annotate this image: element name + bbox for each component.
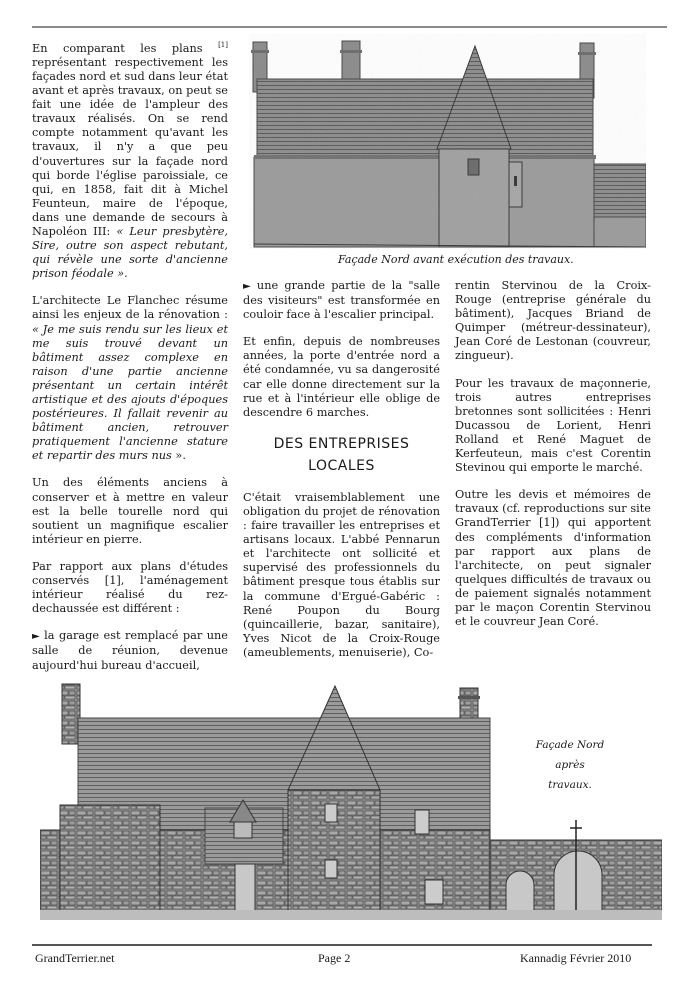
bullet-arrow-icon: ► bbox=[243, 281, 251, 292]
bullet-garage bbox=[32, 629, 228, 672]
bullet-arrow-icon: ► bbox=[32, 631, 40, 643]
caption-facade-before: Façade Nord avant exécution des travaux. bbox=[338, 253, 574, 266]
text: En comparant les plans bbox=[32, 41, 219, 55]
facade-before-drawing bbox=[249, 34, 646, 249]
paragraph-architect bbox=[32, 294, 228, 463]
header-rule bbox=[32, 26, 667, 28]
paragraph-stervinou: rentin Stervinou de la Croix-Rouge (entreprise générale du bâtiment), Jacques Briand de Quimper (métreur-dessinateur), Jean Coré de Lestonan (couvreur, zingueur). bbox=[455, 279, 651, 363]
quote-napoleon: « Leur presbytère, Sire, outre son aspect rebutant, qui révèle une sorte d'ancienne prison féodale ». bbox=[32, 224, 228, 281]
paragraph-maconnerie: Pour les travaux de maçonnerie, trois autres entreprises bretonnes sont sollicitées : Henri Ducassou de Lorient, Henri Rolland et René Maguet de Kerfeuteun, mais c'est Corentin Stevinou qui emporte le marché. bbox=[455, 376, 651, 475]
text: représentant respectivement les façades nord et sud dans leur état avant et après travaux, on peut se fait une idée de l'ampleur des travaux réalisés. On se rend compte notamment qu'avant les travaux, il n'y a que peu d'ouvertures sur la façade nord qui borde l'église paroissiale, ce qui, en 1858, fait dit à Michel Feunteun, maire de l'époque, dans une demande de secours à Napoléon III: bbox=[32, 55, 228, 238]
paragraph-entreprises: C'était vraisemblablement une obligation du projet de rénovation : faire travailler les entreprises et artisans locaux. L'abbé Pennarun et l'architecte ont sollicité et supervisé des professionnels du bâtiment presque tous établis sur la commune d'Ergué-Gabéric : René Poupon du Bourg (quincaillerie, bazar, sanitaire), Yves Nicot de la Croix-Rouge (ameublements, menuiserie), Co- bbox=[243, 490, 440, 659]
caption-facade-after bbox=[520, 735, 620, 795]
caption-line-2: travaux. bbox=[548, 779, 592, 791]
column-3 bbox=[455, 279, 651, 642]
section-heading bbox=[243, 433, 440, 477]
footer-issue: Kannadig Février 2010 bbox=[520, 951, 632, 965]
text: L'architecte Le Flanchec résume ainsi les enjeux de la rénovation : bbox=[32, 294, 228, 322]
paragraph-tourelle: Un des éléments anciens à conserver et à mettre en valeur est la belle tourelle nord qui soutient un magnifique escalier intérieur en pierre. bbox=[32, 476, 228, 546]
bullet-salle-visiteurs bbox=[243, 279, 440, 322]
column-1 bbox=[32, 38, 228, 686]
quote-architect: « Je me suis rendu sur les lieux et me suis trouvé devant un bâtiment assez complexe en raison d'une partie ancienne présentant un certain intérêt artistique et des ajouts d'époques postérieures. Il fallait revenir au bâtiment ancien, retrouver pratiquement l'ancienne stature et repartir des murs nus bbox=[32, 322, 228, 463]
text: une grande partie de la "salle des visiteurs" est transformée en couloir face à l'escalier principal. bbox=[243, 279, 440, 322]
figure-facade-before bbox=[249, 34, 646, 249]
text: la garage est remplacé par une salle de réunion, devenue aujourd'hui bureau d'accueil, bbox=[32, 629, 228, 672]
paragraph-plans bbox=[32, 38, 228, 281]
section-heading-line-1: DES ENTREPRISES bbox=[273, 435, 410, 452]
footer-site-link[interactable]: GrandTerrier.net bbox=[35, 951, 115, 965]
text: ». bbox=[171, 449, 186, 463]
paragraph-plans-etudes: Par rapport aux plans d'études conservés [1], l'aménagement intérieur réalisé du rez-dechaussée est différent : bbox=[32, 559, 228, 616]
facade-after-drawing bbox=[40, 670, 662, 920]
caption-line-1: Façade Nord après bbox=[535, 739, 605, 771]
paragraph-devis: Outre les devis et mémoires de travaux (cf. reproductions sur site GrandTerrier [1]) qui apportent des compléments d'information par rapport aux plans de l'architecte, on peut signaler quelques difficultés de travaux ou de paiement signalés notamment par le maçon Corentin Stervinou et le couvreur Jean Coré. bbox=[455, 488, 651, 629]
section-heading-line-2: LOCALES bbox=[308, 457, 375, 474]
footer-rule bbox=[32, 944, 652, 946]
paragraph-porte-nord: Et enfin, depuis de nombreuses années, la porte d'entrée nord a été condamnée, vu sa dangerosité car elle donne directement sur la rue et à l'intérieur elle oblige de descendre 6 marches. bbox=[243, 335, 440, 419]
column-2 bbox=[243, 279, 440, 673]
footnote-ref[interactable]: [1] bbox=[218, 41, 228, 49]
figure-facade-after bbox=[40, 670, 662, 920]
footer-page-number: Page 2 bbox=[318, 951, 351, 965]
